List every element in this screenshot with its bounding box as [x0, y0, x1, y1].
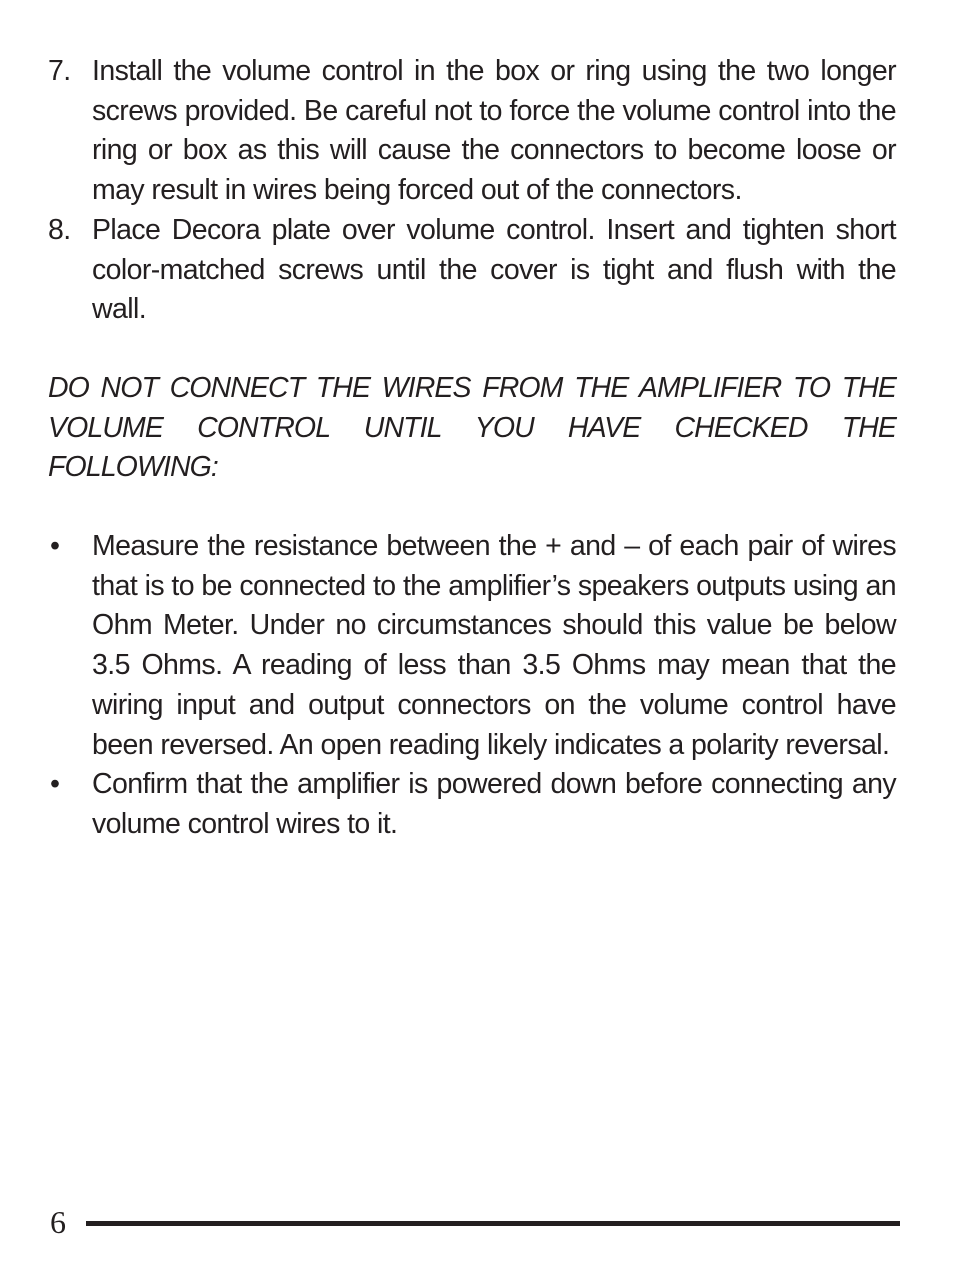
step-7	[48, 52, 896, 211]
step-number: 8.	[48, 213, 71, 246]
step-text: Install the volume control in the box or ring using the two longer screws provided. Be careful not to force the volume control into the ring or box as this will cause the connectors to become loose or may result in wires being forced out of the connectors.	[92, 55, 896, 207]
checklist-item-power	[48, 765, 896, 844]
bullet-marker: •	[50, 530, 60, 563]
checklist-text: Measure the resistance between the + and – of each pair of wires that is to be connected to the amplifier’s speakers outputs using an Ohm Meter. Under no circumstances should this value be below 3.5 Ohms. A reading of less than 3.5 Ohms may mean that the wiring input and output connectors on the volume control have been reversed. An open reading likely indicates a polarity reversal.	[92, 530, 896, 761]
warning-notice: DO NOT CONNECT THE WIRES FROM THE AMPLIFIER TO THE VOLUME CONTROL UNTIL YOU HAVE CHECKED THE FOLLOWING:	[48, 371, 896, 484]
checklist-item-resistance	[48, 527, 896, 765]
checklist-text: Confirm that the amplifier is powered down before connecting any volume control wires to it.	[92, 768, 896, 840]
step-text: Place Decora plate over volume control. Insert and tighten short color-matched screws until the cover is tight and flush with the wall.	[92, 213, 896, 326]
page-content	[48, 52, 896, 845]
bullet-marker: •	[50, 768, 60, 801]
step-number: 7.	[48, 55, 71, 87]
checklist	[48, 527, 896, 845]
footer-rule	[86, 1221, 900, 1226]
step-8	[48, 211, 896, 330]
page-number: 6	[50, 1204, 66, 1240]
